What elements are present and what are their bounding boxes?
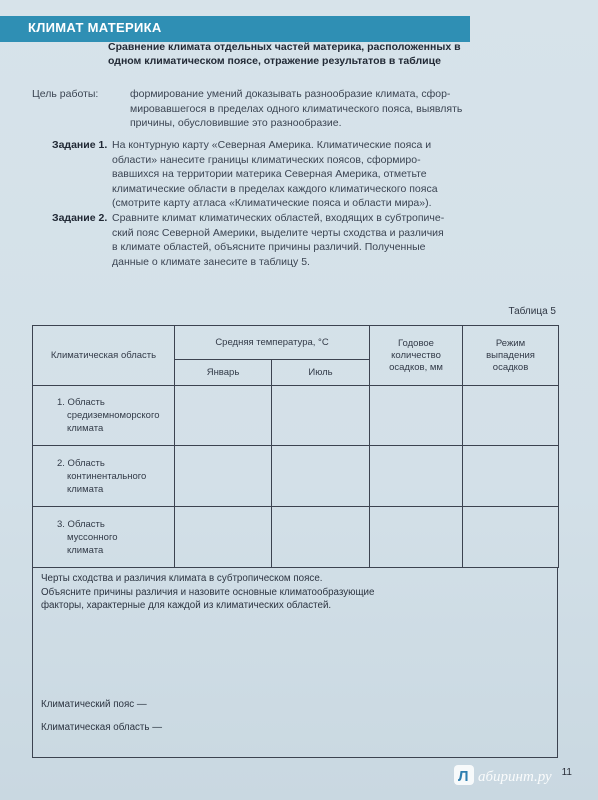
july-cell[interactable]: [272, 507, 370, 568]
july-cell[interactable]: [272, 386, 370, 446]
header-line: выпадения: [486, 349, 535, 361]
task1-label: Задание 1.: [52, 139, 108, 151]
header-region: Климатическая область: [33, 326, 175, 386]
answer-instructions: [41, 572, 521, 613]
table-row: [33, 446, 559, 507]
regime-cell[interactable]: [463, 507, 559, 568]
header-line: осадков: [492, 361, 529, 373]
climate-table: [32, 325, 559, 568]
table-caption: Таблица 5: [508, 306, 556, 317]
header-line: Режим: [495, 337, 526, 349]
precipitation-cell[interactable]: [370, 386, 463, 446]
goal-text: [130, 87, 490, 131]
region-line: 2. Область: [57, 457, 105, 469]
task1-line: (смотрите карту атласа «Климатические пояса и области мира»).: [112, 197, 432, 210]
july-cell[interactable]: [272, 446, 370, 507]
answer-line: Черты сходства и различия климата в субтропическом поясе.: [41, 573, 323, 584]
subtitle-line: одном климатическом поясе, отражение результатов в таблице: [108, 55, 441, 67]
header-line: Годовое: [398, 337, 434, 349]
answer-box[interactable]: [32, 567, 558, 758]
table-row: [33, 386, 559, 446]
region-line: муссонного: [67, 531, 118, 543]
climate-zone-label: Климатический пояс —: [41, 699, 147, 710]
task2-label: Задание 2.: [52, 212, 108, 224]
header-line: количество: [391, 349, 441, 361]
table-row: [33, 507, 559, 568]
task1-line: климатические области в пределах каждого климатического пояса: [112, 182, 438, 195]
region-line: 3. Область: [57, 518, 105, 530]
climate-region-label: Климатическая область —: [41, 722, 163, 733]
region-line: климата: [67, 544, 104, 556]
january-cell[interactable]: [175, 507, 272, 568]
region-line: континентального: [67, 470, 147, 482]
header-january: Январь: [175, 360, 272, 386]
precipitation-cell[interactable]: [370, 507, 463, 568]
task2-line: данные о климате занесите в таблицу 5.: [112, 255, 310, 268]
work-subtitle: [108, 40, 478, 68]
goal-line: мировавшегося в пределах одного климатического пояса, выявлять: [130, 102, 463, 115]
region-cell: [33, 507, 175, 568]
goal-label: Цель работы:: [32, 88, 99, 100]
section-title: КЛИМАТ МАТЕРИКА: [28, 20, 162, 35]
subtitle-line: Сравнение климата отдельных частей материка, расположенных в: [108, 41, 461, 53]
task2-line: Сравните климат климатических областей, входящих в субтропиче-: [112, 212, 445, 224]
task2-line: в климате областей, объясните причины различий. Полученные: [112, 241, 426, 254]
header-precipitation: [370, 326, 463, 386]
region-line: климата: [67, 483, 104, 495]
january-cell[interactable]: [175, 386, 272, 446]
page-number: 11: [561, 767, 572, 778]
goal-line: причины, обусловившие это разнообразие.: [130, 117, 342, 130]
answer-line: Объясните причины различия и назовите основные климатообразующие: [41, 586, 375, 598]
task2-line: ский пояс Северной Америки, выделите черты сходства и различия: [112, 226, 444, 239]
header-precip-regime: [463, 326, 559, 386]
precipitation-cell[interactable]: [370, 446, 463, 507]
region-cell: [33, 446, 175, 507]
regime-cell[interactable]: [463, 446, 559, 507]
task1-line: вавшихся на территории материка Северная Америка, отметьте: [112, 168, 427, 181]
region-line: климата: [67, 423, 104, 434]
regime-cell[interactable]: [463, 386, 559, 446]
task1-line: На контурную карту «Северная Америка. Климатические пояса и: [112, 139, 432, 151]
header-line: осадков, мм: [389, 361, 443, 373]
region-line: 1. Область: [57, 397, 105, 408]
header-temperature: Средняя температура, °С: [175, 326, 370, 360]
task1-text: [112, 138, 492, 211]
region-line: средиземноморского: [67, 410, 160, 421]
svg-text:абиринт.ру: абиринт.ру: [478, 769, 552, 785]
goal-line: формирование умений доказывать разнообразие климата, сфор-: [130, 88, 451, 100]
svg-text:Л: Л: [458, 768, 469, 785]
region-cell: [33, 386, 175, 446]
january-cell[interactable]: [175, 446, 272, 507]
answer-line: факторы, характерные для каждой из климатических областей.: [41, 600, 332, 611]
task1-line: области» нанесите границы климатических поясов, сформиро-: [112, 153, 421, 166]
task2-text: [112, 211, 492, 269]
watermark-logo: [452, 762, 592, 788]
header-july: Июль: [272, 360, 370, 386]
labirint-logo-icon: [452, 762, 592, 788]
